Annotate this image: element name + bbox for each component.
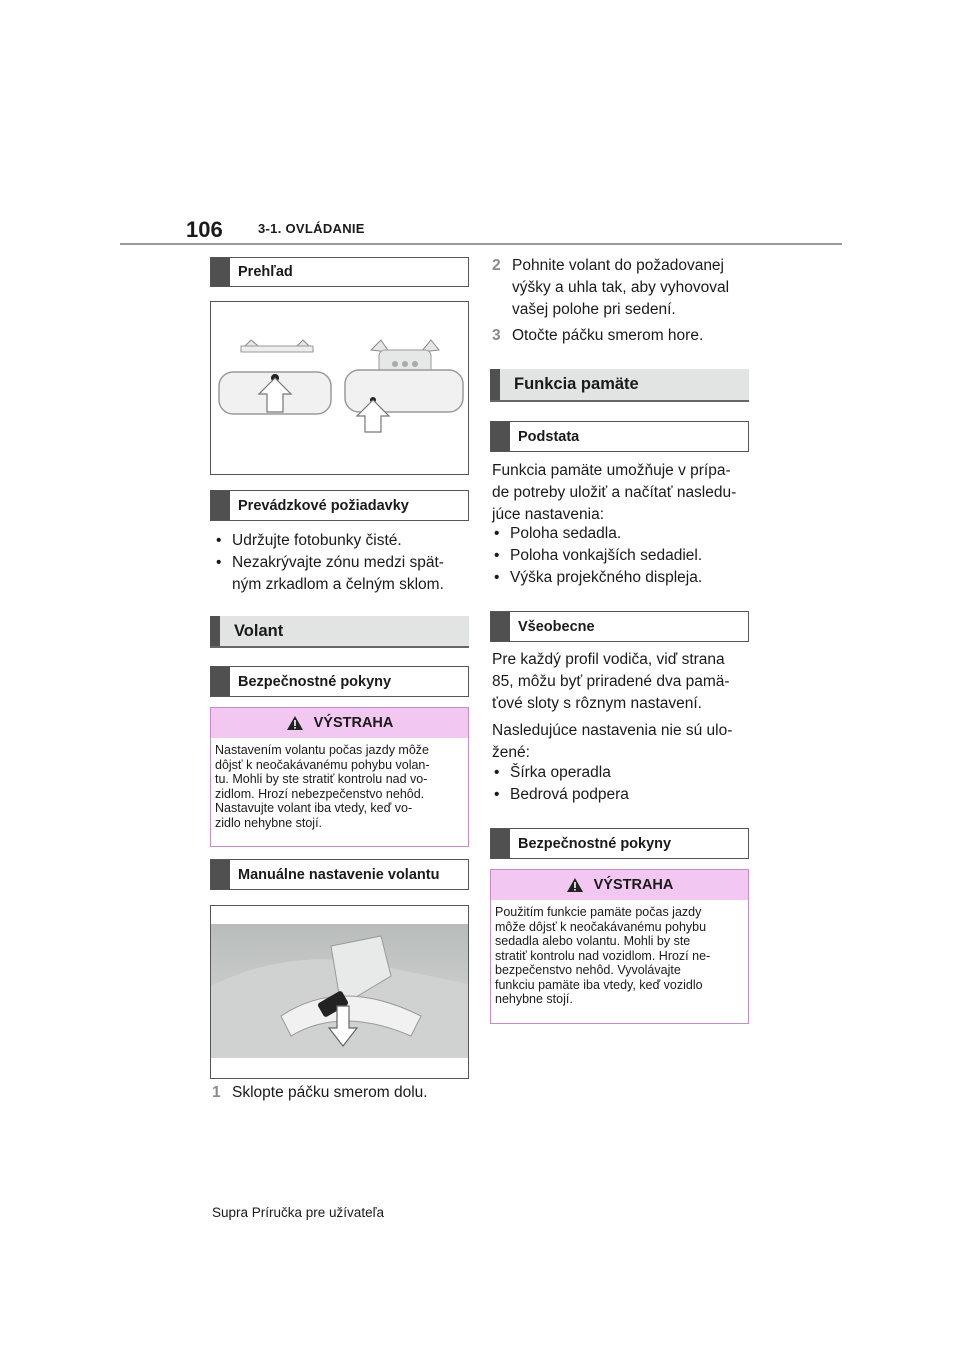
warning-triangle-icon [566, 877, 584, 893]
box-label: Podstata [518, 428, 580, 445]
step-text: Sklopte páčku smerom dolu. [232, 1084, 428, 1101]
bullet-list: • Šírka operadla • Bedrová podpera [494, 762, 752, 806]
step-2 [492, 255, 752, 321]
step-number: 3 [492, 327, 501, 344]
bullet-list: • Poloha sedadla. • Poloha vonkajších sedadiel. • Výška projekčného displeja. [494, 523, 752, 589]
box-label: Bezpečnostné pokyny [518, 835, 672, 852]
warning-line: zidlom. Hrozí nebezpečenstvo nehôd. [215, 786, 425, 801]
warning-line: Nastavením volantu počas jazdy môže [215, 743, 429, 757]
box-bezpecnostne-pokyny [210, 666, 469, 697]
section-title: 3-1. OVLÁDANIE [258, 221, 365, 236]
warning-line: bezpečenstvo nehôd. Vyvolávajte [495, 963, 681, 977]
step-text-line: výšky a uhla tak, aby vyhovoval [512, 279, 730, 296]
box-manualne-nastavenie [210, 859, 469, 890]
warning-title: VÝSTRAHA [593, 877, 674, 893]
step-3 [492, 325, 752, 347]
warning-line: Použitím funkcie pamäte počas jazdy [495, 905, 702, 919]
step-number: 2 [492, 257, 501, 274]
list-item: Šírka operadla [510, 764, 611, 781]
warning-line: nehybne stojí. [495, 992, 573, 1006]
warning-line: tu. Mohli by ste stratiť kontrolu nad vo- [215, 772, 428, 786]
box-vseobecne [490, 611, 749, 642]
list-item: Nezakrývajte zónu medzi spät- [232, 554, 444, 571]
step-text-line: vašej polohe pri sedení. [512, 301, 676, 318]
page-number: 106 [186, 217, 223, 242]
list-item: Poloha vonkajších sedadiel. [510, 547, 703, 564]
section-volant [210, 616, 469, 648]
paragraph-line: Funkcia pamäte umožňuje v prípa- [492, 462, 731, 479]
warning-title: VÝSTRAHA [313, 715, 394, 731]
paragraph-line: 85, môžu byť priradené dva pamä- [492, 673, 730, 690]
paragraph-line: ťové sloty s rôznym nastavení. [492, 695, 702, 712]
step-number: 1 [212, 1084, 221, 1101]
box-label: Prevádzkové požiadavky [238, 497, 409, 514]
box-label: Manuálne nastavenie volantu [238, 866, 440, 883]
list-item: ným zrkadlom a čelným sklom. [232, 576, 444, 593]
header-rule [120, 243, 842, 245]
steering-column-illustration [211, 906, 468, 1078]
paragraph-line: Pre každý profil vodiča, viď strana [492, 651, 725, 668]
rearview-mirror-illustration [211, 302, 468, 474]
warning-line: stratiť kontrolu nad vozidlom. Hrozí ne- [495, 948, 711, 963]
bullet-list: • Udržujte fotobunky čisté. • Nezakrývajte zónu medzi spät- ným zrkadlom a čelným sklom. [216, 530, 471, 596]
box-podstata [490, 421, 749, 452]
list-item: Poloha sedadla. [510, 525, 622, 542]
section-funkcia-pamate [490, 369, 749, 402]
step-text: Otočte páčku smerom hore. [512, 327, 704, 344]
list-item: Výška projekčného displeja. [510, 569, 703, 586]
warning-box [210, 707, 469, 847]
paragraph-line: júce nastavenia: [492, 506, 605, 523]
paragraph-line: Nasledujúce nastavenia nie sú ulo- [492, 722, 733, 739]
section-label: Volant [234, 621, 284, 640]
box-label: Všeobecne [518, 618, 595, 635]
list-item: Udržujte fotobunky čisté. [232, 532, 402, 549]
paragraph-line: de potreby uložiť a načítať nasledu- [492, 484, 737, 501]
step-1 [212, 1082, 472, 1104]
warning-line: sedadla alebo volantu. Mohli by ste [495, 934, 691, 948]
warning-text [491, 900, 748, 1011]
paragraph [492, 649, 752, 715]
box-prehlad [210, 257, 469, 287]
warning-line: môže dôjsť k neočakávanému pohybu [495, 919, 707, 934]
steering-lever-image [210, 905, 469, 1079]
step-text-line: Pohnite volant do požadovanej [512, 257, 724, 274]
warning-line: zidlo nehybne stojí. [215, 815, 323, 830]
warning-triangle-icon [286, 715, 304, 731]
mirror-image [210, 301, 469, 475]
box-bezpecnostne-pokyny-2 [490, 828, 749, 859]
paragraph [492, 460, 752, 526]
footer-text: Supra Príručka pre užívateľa [212, 1205, 385, 1220]
box-label: Prehľad [238, 264, 293, 280]
warning-box [490, 869, 749, 1024]
box-label: Bezpečnostné pokyny [238, 673, 392, 690]
warning-line: funkciu pamäte iba vtedy, keď vozidlo [495, 977, 703, 992]
paragraph [492, 720, 752, 764]
list-item: Bedrová podpera [510, 786, 629, 803]
paragraph-line: žené: [492, 744, 530, 761]
warning-line: Nastavujte volant iba vtedy, keď vo- [215, 801, 413, 815]
box-prevadzkove-poziadavky [210, 490, 469, 521]
warning-line: dôjsť k neočakávanému pohybu volan- [215, 757, 430, 772]
section-label: Funkcia pamäte [514, 375, 639, 393]
warning-text [211, 738, 468, 834]
